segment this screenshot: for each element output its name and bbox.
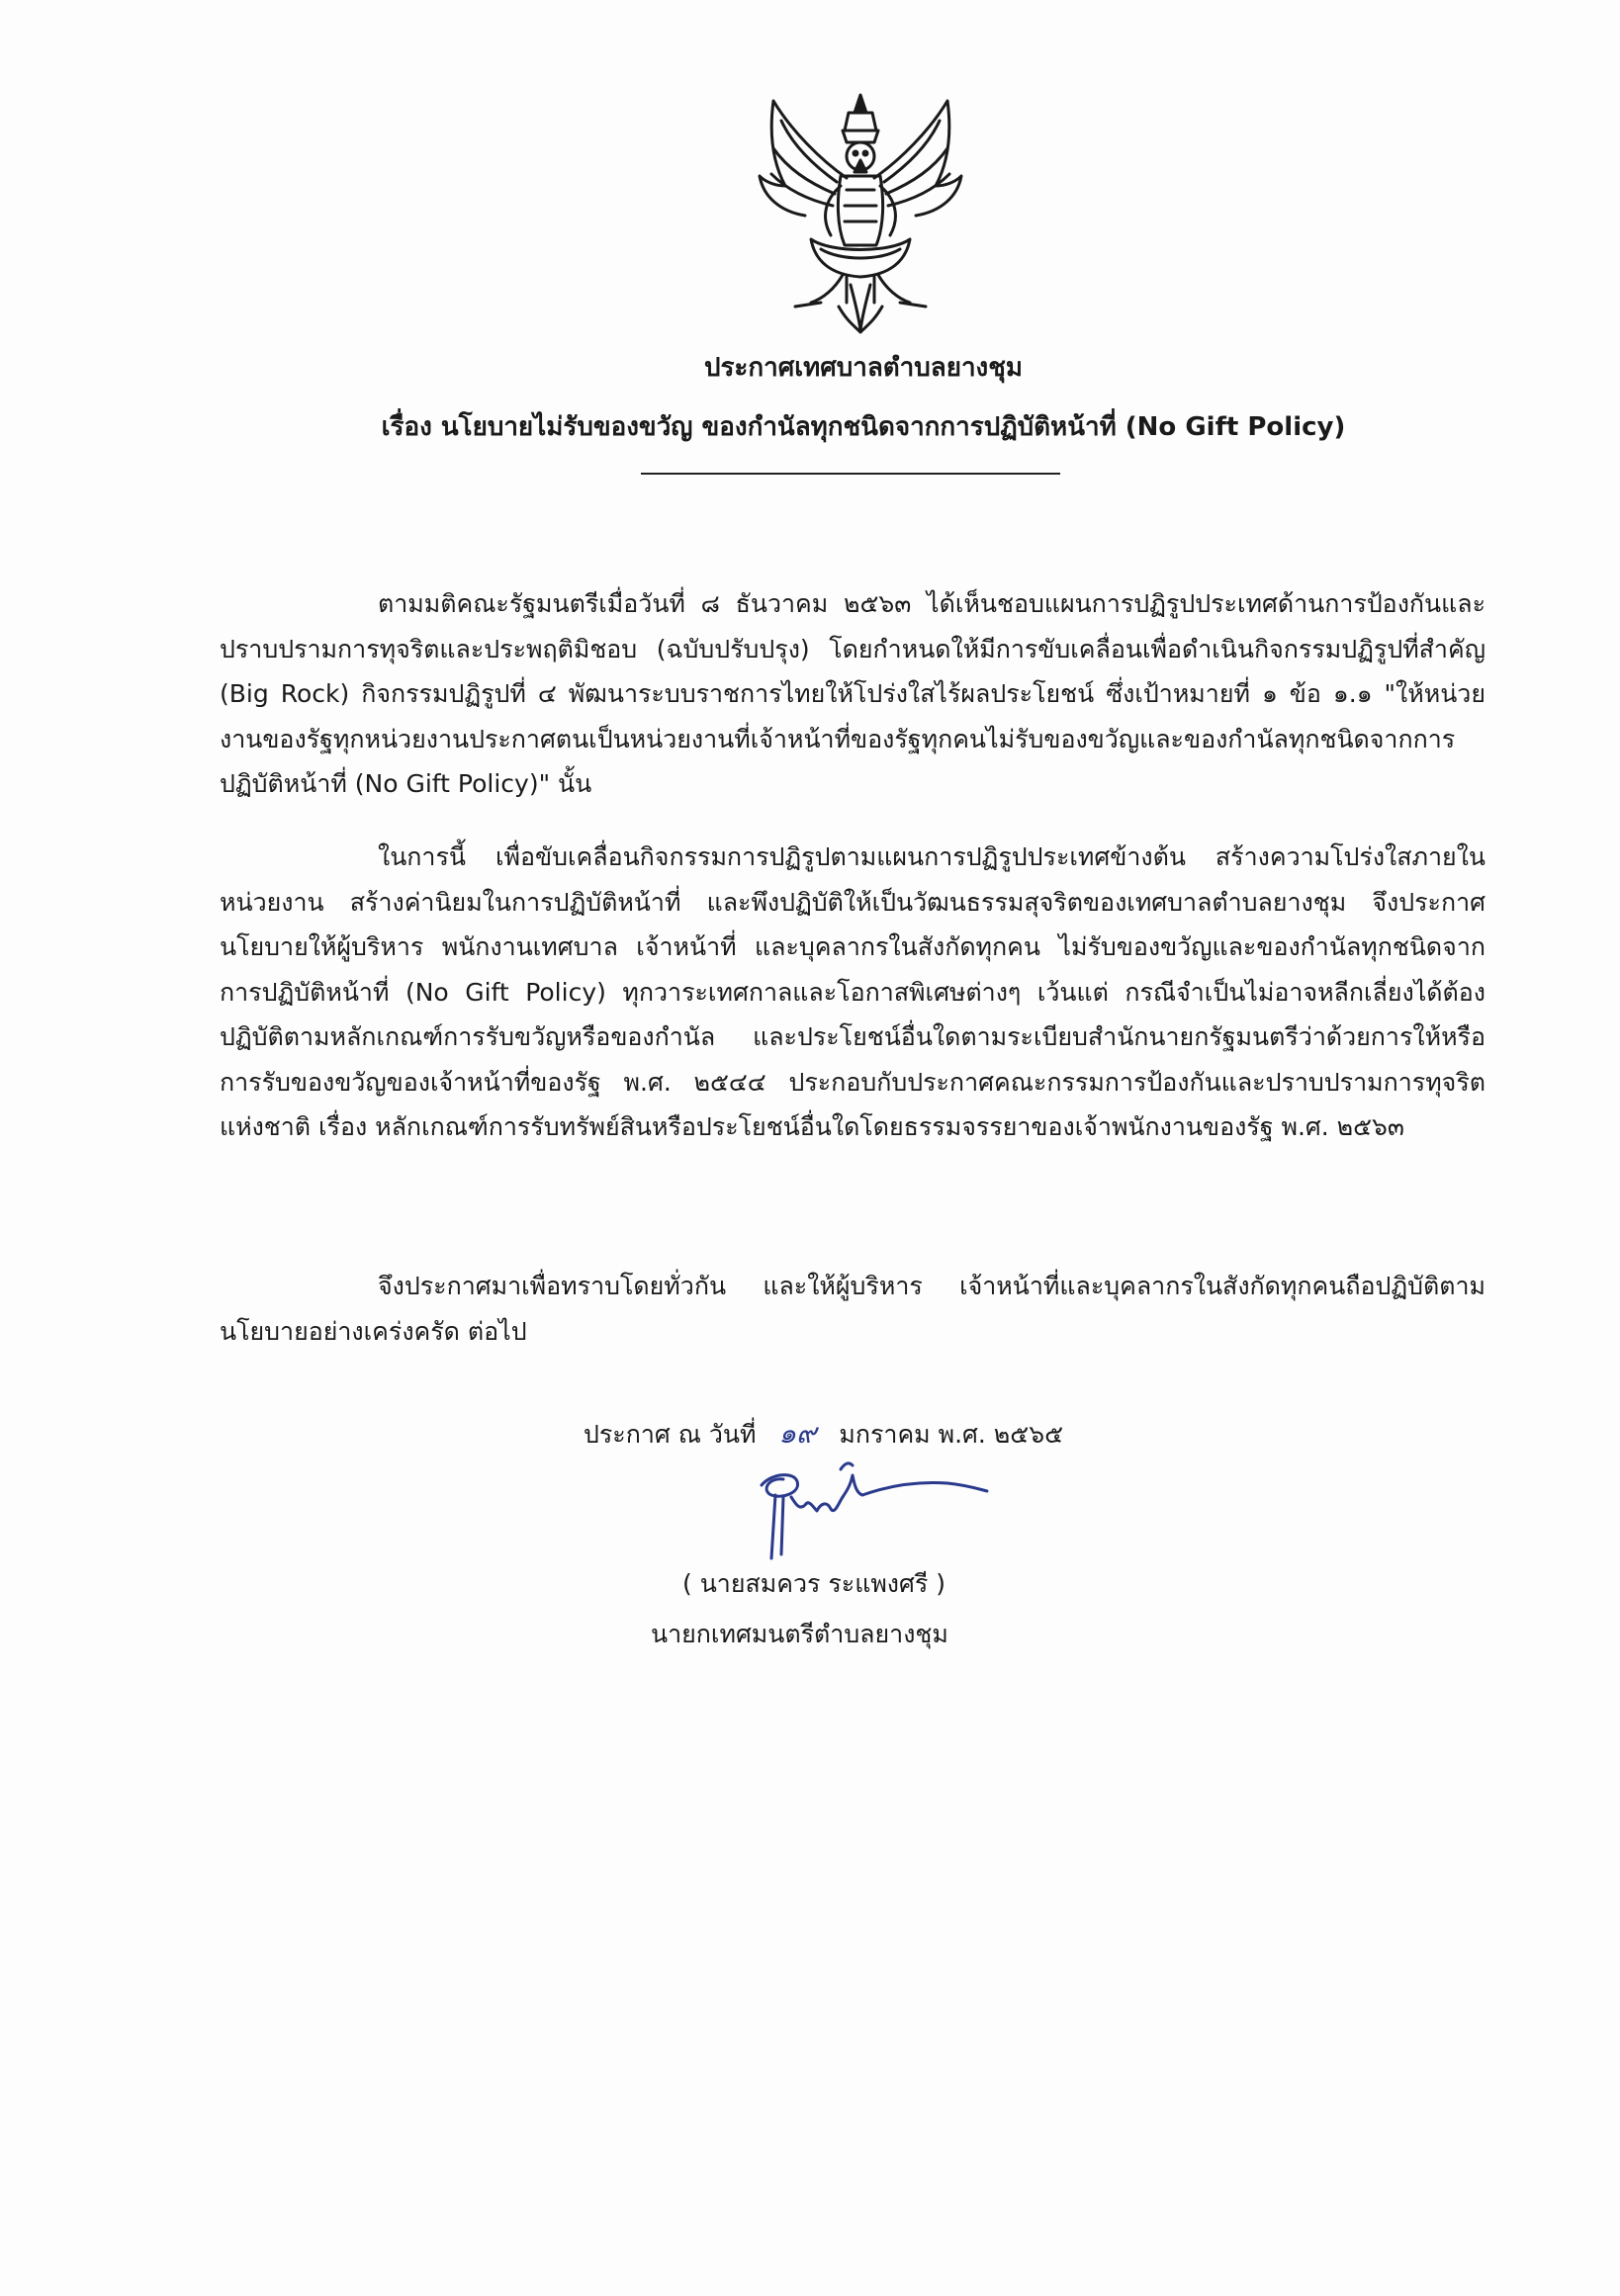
- body-paragraph-2: ในการนี้ เพื่อขับเคลื่อนกิจกรรมการปฏิรูปตามแผนการปฏิรูปประเทศข้างต้น สร้างความโปร่งใสภายในหน่วยงาน สร้างค่านิยมในการปฏิบัติหน้าที่ และพึงปฏิบัติให้เป็นวัฒนธรรมสุจริตของเทศบาลตำบลยางชุม จึงประกาศนโยบายให้ผู้บริหาร พนักงานเทศบาล เจ้าหน้าที่ และบุคลากรในสังกัดทุกคน ไม่รับของขวัญและของกำนัลทุกชนิดจากการปฏิบัติหน้าที่ (No Gift Policy) ทุกวาระเทศกาลและโอกาสพิเศษต่างๆ เว้นแต่ กรณีจำเป็นไม่อาจหลีกเลี่ยงได้ต้องปฏิบัติตามหลักเกณฑ์การรับขวัญหรือของกำนัล และประโยชน์อื่นใดตามระเบียบสำนักนายกรัฐมนตรีว่าด้วยการให้หรือการรับของขวัญของเจ้าหน้าที่ของรัฐ พ.ศ. ๒๕๔๔ ประกอบกับประกาศคณะกรรมการป้องกันและปราบปรามการทุจริตแห่งชาติ เรื่อง หลักเกณฑ์การรับทรัพย์สินหรือประโยชน์อื่นใดโดยธรรมจรรยาของเจ้าพนักงานของรัฐ พ.ศ. ๒๕๖๓: [220, 842, 1485, 1141]
- dateline-day: ๑๙: [778, 1417, 817, 1450]
- title-divider: [641, 473, 1060, 475]
- announcement-title: ประกาศเทศบาลตำบลยางชุม: [703, 353, 1024, 383]
- signer-position: นายกเทศมนตรีตำบลยางชุม: [651, 1620, 948, 1648]
- body-paragraph-1: ตามมติคณะรัฐมนตรีเมื่อวันที่ ๘ ธันวาคม ๒๕๖๓ ได้เห็นชอบแผนการปฏิรูปประเทศด้านการป้องกันและปราบปรามการทุจริตและประพฤติมิชอบ (ฉบับปรับปรุง) โดยกำหนดให้มีการขับเคลื่อนเพื่อดำเนินกิจกรรมปฏิรูปที่สำคัญ (Big Rock) กิจกรรมปฏิรูปที่ ๔ พัฒนาระบบราชการไทยให้โปร่งใสไร้ผลประโยชน์ ซึ่งเป้าหมายที่ ๑ ข้อ ๑.๑ "ให้หน่วยงานของรัฐทุกหน่วยงานประกาศตนเป็นหน่วยงานที่เจ้าหน้าที่ของรัฐทุกคนไม่รับของขวัญและของกำนัลทุกชนิดจากการปฏิบัติหน้าที่ (No Gift Policy)" นั้น: [220, 589, 1485, 798]
- body-paragraph-3: จึงประกาศมาเพื่อทราบโดยทั่วกัน และให้ผู้บริหาร เจ้าหน้าที่และบุคลากรในสังกัดทุกคนถือปฏิบัติตามนโยบายอย่างเคร่งครัด ต่อไป: [220, 1272, 1485, 1346]
- dateline-prefix: ประกาศ ณ วันที่: [584, 1420, 757, 1449]
- dateline: [584, 1414, 1063, 1455]
- garuda-emblem-icon: [752, 91, 969, 338]
- signer-name: ( นายสมควร ระแพงศรี ): [682, 1569, 946, 1598]
- handwritten-signature-icon: [732, 1456, 1029, 1564]
- announcement-subject: เรื่อง นโยบายไม่รับของขวัญ ของกำนัลทุกชนิดจากการปฏิบัติหน้าที่ (No Gift Policy): [381, 412, 1346, 442]
- dateline-month-year: มกราคม พ.ศ. ๒๕๖๕: [839, 1420, 1063, 1449]
